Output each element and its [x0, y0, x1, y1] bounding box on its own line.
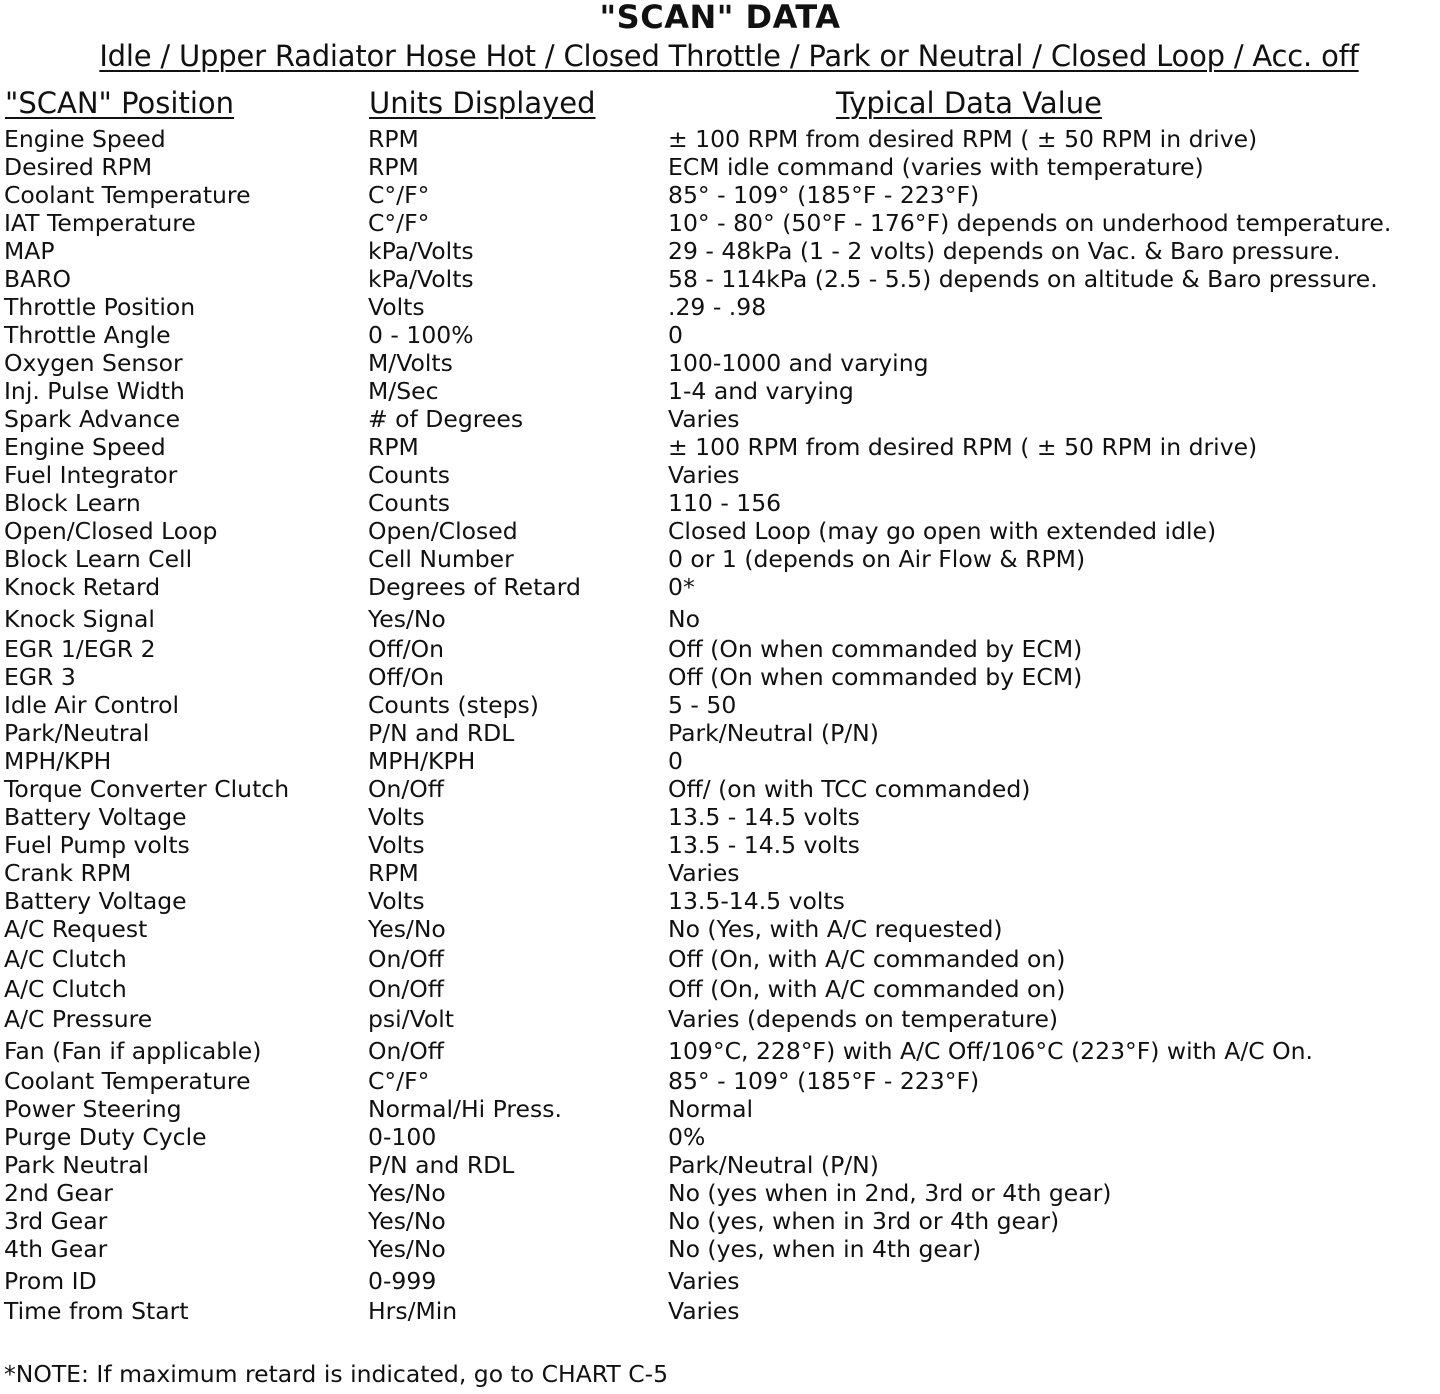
typical-value-cell: 85° - 109° (185°F - 223°F) [668, 181, 980, 209]
table-row [0, 349, 1440, 377]
units-cell: RPM [368, 153, 419, 181]
typical-value-cell: 100-1000 and varying [668, 349, 929, 377]
units-cell: P/N and RDL [368, 1151, 515, 1179]
scan-position-cell: Prom ID [4, 1267, 97, 1295]
scan-position-cell: Power Steering [4, 1095, 182, 1123]
typical-value-cell: 29 - 48kPa (1 - 2 volts) depends on Vac. & Baro pressure. [668, 237, 1341, 265]
units-cell: C°/F° [368, 1067, 430, 1095]
scan-position-cell: Inj. Pulse Width [4, 377, 185, 405]
table-row [0, 1037, 1440, 1065]
typical-value-cell: Varies [668, 461, 740, 489]
typical-value-cell: No (Yes, with A/C requested) [668, 915, 1003, 943]
typical-value-cell: Off (On when commanded by ECM) [668, 663, 1083, 691]
typical-value-cell: 0 or 1 (depends on Air Flow & RPM) [668, 545, 1086, 573]
typical-value-cell: 109°C, 228°F) with A/C Off/106°C (223°F) with A/C On. [668, 1037, 1313, 1065]
units-cell: Volts [368, 887, 425, 915]
table-row [0, 691, 1440, 719]
scan-position-cell: Park Neutral [4, 1151, 149, 1179]
units-cell: On/Off [368, 945, 444, 973]
table-row [0, 915, 1440, 943]
scan-position-cell: A/C Request [4, 915, 148, 943]
table-row [0, 635, 1440, 663]
table-row [0, 719, 1440, 747]
typical-value-cell: No [668, 605, 700, 633]
typical-value-cell: 1-4 and varying [668, 377, 854, 405]
table-row [0, 1067, 1440, 1095]
page-title: "SCAN" DATA [599, 0, 841, 36]
typical-value-cell: 58 - 114kPa (2.5 - 5.5) depends on altitude & Baro pressure. [668, 265, 1378, 293]
scan-position-cell: Time from Start [4, 1297, 189, 1325]
table-row [0, 321, 1440, 349]
table-row [0, 461, 1440, 489]
table-row [0, 377, 1440, 405]
units-cell: M/Volts [368, 349, 453, 377]
table-row [0, 293, 1440, 321]
scan-position-cell: Fuel Pump volts [4, 831, 190, 859]
scan-position-cell: Engine Speed [4, 125, 166, 153]
table-row [0, 803, 1440, 831]
conditions-subtitle: Idle / Upper Radiator Hose Hot / Closed Throttle / Park or Neutral / Closed Loop / Acc. off [99, 39, 1359, 73]
typical-value-cell: No (yes when in 2nd, 3rd or 4th gear) [668, 1179, 1112, 1207]
scan-position-cell: Throttle Position [4, 293, 196, 321]
scan-position-cell: A/C Clutch [4, 945, 127, 973]
table-row [0, 605, 1440, 633]
units-cell: 0 - 100% [368, 321, 474, 349]
typical-value-cell: ± 100 RPM from desired RPM ( ± 50 RPM in drive) [668, 433, 1258, 461]
table-row [0, 489, 1440, 517]
table-row [0, 747, 1440, 775]
typical-value-cell: 110 - 156 [668, 489, 782, 517]
scan-position-cell: Knock Retard [4, 573, 161, 601]
scan-position-cell: Coolant Temperature [4, 181, 251, 209]
table-row [0, 1123, 1440, 1151]
typical-value-cell: Varies [668, 405, 740, 433]
units-cell: Volts [368, 831, 425, 859]
typical-value-cell: 10° - 80° (50°F - 176°F) depends on underhood temperature. [668, 209, 1392, 237]
scan-position-cell: MPH/KPH [4, 747, 112, 775]
scan-position-cell: A/C Pressure [4, 1005, 153, 1033]
scan-position-cell: Torque Converter Clutch [4, 775, 290, 803]
scan-position-cell: Desired RPM [4, 153, 153, 181]
table-row [0, 975, 1440, 1003]
typical-value-cell: 0 [668, 321, 683, 349]
scan-position-cell: Block Learn [4, 489, 141, 517]
units-cell: M/Sec [368, 377, 439, 405]
scan-position-cell: Throttle Angle [4, 321, 171, 349]
typical-value-cell: ± 100 RPM from desired RPM ( ± 50 RPM in drive) [668, 125, 1258, 153]
typical-value-cell: 13.5 - 14.5 volts [668, 831, 860, 859]
table-row [0, 125, 1440, 153]
table-row [0, 945, 1440, 973]
units-cell: kPa/Volts [368, 237, 474, 265]
table-row [0, 265, 1440, 293]
scan-position-cell: Purge Duty Cycle [4, 1123, 207, 1151]
units-cell: Open/Closed [368, 517, 518, 545]
scan-position-cell: Idle Air Control [4, 691, 179, 719]
units-cell: 0-100 [368, 1123, 437, 1151]
scan-position-cell: 3rd Gear [4, 1207, 108, 1235]
scan-position-cell: 4th Gear [4, 1235, 108, 1263]
typical-value-cell: No (yes, when in 3rd or 4th gear) [668, 1207, 1060, 1235]
table-row [0, 831, 1440, 859]
scan-position-cell: A/C Clutch [4, 975, 127, 1003]
units-cell: On/Off [368, 1037, 444, 1065]
units-cell: Yes/No [368, 1179, 446, 1207]
units-cell: RPM [368, 433, 419, 461]
units-cell: Counts [368, 461, 451, 489]
scan-position-cell: Fan (Fan if applicable) [4, 1037, 262, 1065]
scan-position-cell: Oxygen Sensor [4, 349, 183, 377]
typical-value-cell: 13.5-14.5 volts [668, 887, 845, 915]
table-row [0, 663, 1440, 691]
typical-value-cell: ECM idle command (varies with temperature) [668, 153, 1204, 181]
typical-value-cell: Varies [668, 1267, 740, 1295]
typical-value-cell: Normal [668, 1095, 754, 1123]
table-row [0, 237, 1440, 265]
table-row [0, 859, 1440, 887]
scan-position-cell: Spark Advance [4, 405, 181, 433]
column-header-value: Typical Data Value [836, 86, 1102, 120]
units-cell: P/N and RDL [368, 719, 515, 747]
units-cell: Off/On [368, 635, 444, 663]
typical-value-cell: 0* [668, 573, 695, 601]
units-cell: Yes/No [368, 1207, 446, 1235]
units-cell: Yes/No [368, 1235, 446, 1263]
units-cell: RPM [368, 859, 419, 887]
scan-position-cell: Engine Speed [4, 433, 166, 461]
units-cell: RPM [368, 125, 419, 153]
typical-value-cell: Varies [668, 1297, 740, 1325]
units-cell: Volts [368, 803, 425, 831]
typical-value-cell: .29 - .98 [668, 293, 767, 321]
units-cell: Hrs/Min [368, 1297, 458, 1325]
typical-value-cell: 13.5 - 14.5 volts [668, 803, 860, 831]
table-row [0, 1179, 1440, 1207]
units-cell: Normal/Hi Press. [368, 1095, 562, 1123]
typical-value-cell: 0% [668, 1123, 706, 1151]
units-cell: # of Degrees [368, 405, 524, 433]
scan-position-cell: EGR 1/EGR 2 [4, 635, 156, 663]
typical-value-cell: Off (On when commanded by ECM) [668, 635, 1083, 663]
typical-value-cell: Off (On, with A/C commanded on) [668, 945, 1066, 973]
units-cell: C°/F° [368, 181, 430, 209]
table-row [0, 1297, 1440, 1325]
table-row [0, 405, 1440, 433]
table-row [0, 1151, 1440, 1179]
units-cell: kPa/Volts [368, 265, 474, 293]
table-row [0, 433, 1440, 461]
typical-value-cell: Closed Loop (may go open with extended idle) [668, 517, 1217, 545]
table-row [0, 1235, 1440, 1263]
column-header-position: "SCAN" Position [5, 86, 234, 120]
typical-value-cell: No (yes, when in 4th gear) [668, 1235, 982, 1263]
scan-position-cell: Coolant Temperature [4, 1067, 251, 1095]
footnote: *NOTE: If maximum retard is indicated, go to CHART C-5 [4, 1360, 669, 1388]
units-cell: Off/On [368, 663, 444, 691]
units-cell: On/Off [368, 775, 444, 803]
units-cell: Counts [368, 489, 451, 517]
scan-position-cell: Crank RPM [4, 859, 132, 887]
typical-value-cell: Off (On, with A/C commanded on) [668, 975, 1066, 1003]
scan-position-cell: 2nd Gear [4, 1179, 113, 1207]
scan-position-cell: MAP [4, 237, 55, 265]
table-row [0, 775, 1440, 803]
scan-position-cell: Park/Neutral [4, 719, 150, 747]
scan-position-cell: EGR 3 [4, 663, 76, 691]
typical-value-cell: Varies (depends on temperature) [668, 1005, 1059, 1033]
typical-value-cell: Park/Neutral (P/N) [668, 1151, 879, 1179]
table-row [0, 153, 1440, 181]
table-row [0, 573, 1440, 601]
typical-value-cell: Park/Neutral (P/N) [668, 719, 879, 747]
column-header-units: Units Displayed [369, 86, 596, 120]
units-cell: On/Off [368, 975, 444, 1003]
scan-position-cell: IAT Temperature [4, 209, 196, 237]
units-cell: Counts (steps) [368, 691, 539, 719]
typical-value-cell: Off/ (on with TCC commanded) [668, 775, 1031, 803]
table-row [0, 181, 1440, 209]
table-row [0, 517, 1440, 545]
scan-position-cell: BARO [4, 265, 72, 293]
table-row [0, 545, 1440, 573]
units-cell: 0-999 [368, 1267, 437, 1295]
typical-value-cell: 85° - 109° (185°F - 223°F) [668, 1067, 980, 1095]
units-cell: Yes/No [368, 915, 446, 943]
units-cell: psi/Volt [368, 1005, 454, 1033]
scan-position-cell: Block Learn Cell [4, 545, 193, 573]
units-cell: Cell Number [368, 545, 514, 573]
scan-position-cell: Battery Voltage [4, 803, 187, 831]
scan-position-cell: Battery Voltage [4, 887, 187, 915]
scan-position-cell: Fuel Integrator [4, 461, 178, 489]
units-cell: Degrees of Retard [368, 573, 581, 601]
table-row [0, 1267, 1440, 1295]
scan-position-cell: Knock Signal [4, 605, 155, 633]
scan-position-cell: Open/Closed Loop [4, 517, 218, 545]
units-cell: Yes/No [368, 605, 446, 633]
units-cell: MPH/KPH [368, 747, 476, 775]
table-row [0, 1005, 1440, 1033]
typical-value-cell: 5 - 50 [668, 691, 737, 719]
table-row [0, 1207, 1440, 1235]
table-row [0, 887, 1440, 915]
typical-value-cell: Varies [668, 859, 740, 887]
table-row [0, 1095, 1440, 1123]
table-row [0, 209, 1440, 237]
typical-value-cell: 0 [668, 747, 683, 775]
units-cell: Volts [368, 293, 425, 321]
units-cell: C°/F° [368, 209, 430, 237]
